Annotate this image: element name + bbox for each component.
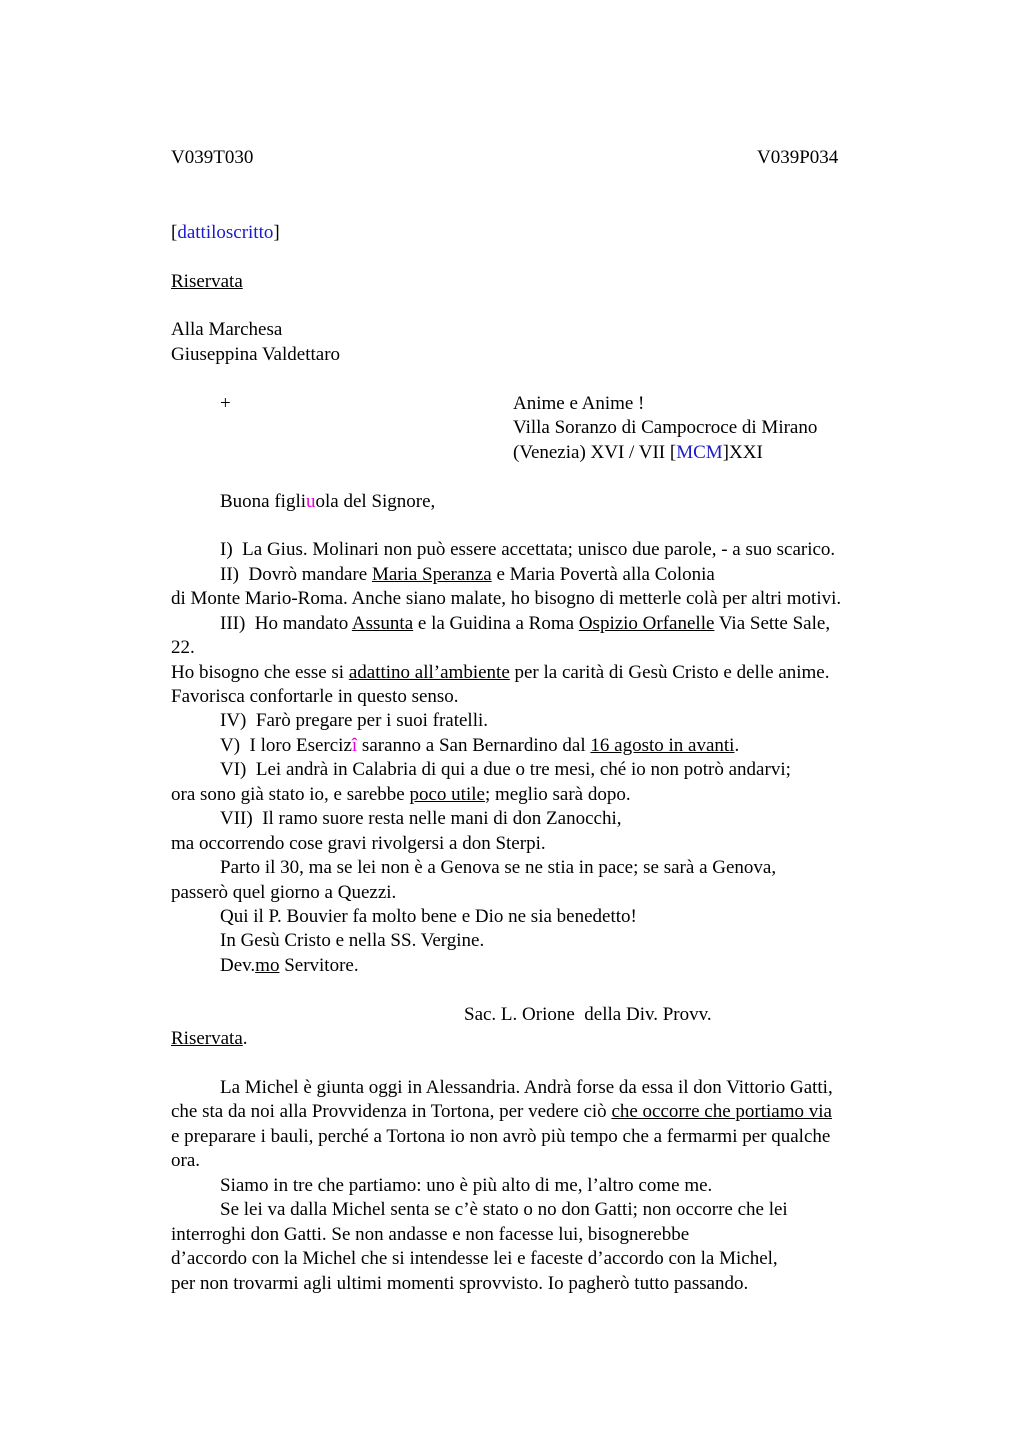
underlined-text: adattino all’ambiente (348, 662, 510, 683)
postscript-line-9: per non trovarmi agli ultimi momenti sprovvisto. Io pagherò tutto passando. (171, 1273, 749, 1294)
postscript-line-1: La Michel è giunta oggi in Alessandria. Andrà forse da essa il don Vittorio Gatti, (220, 1077, 833, 1098)
postscript-line-3: e preparare i bauli, perché a Tortona io non avrò più tempo che a fermarmi per qualche (171, 1126, 831, 1147)
postscript-line-4: ora. (171, 1150, 201, 1171)
point-3-cont-2: Ho bisogno che esse si adattino all’ambiente per la carità di Gesù Cristo e delle anime. (171, 662, 830, 683)
date-mcm: MCM (676, 442, 723, 463)
place-line: Villa Soranzo di Campocroce di Mirano (513, 417, 818, 438)
point-4: IV) Farò pregare per i suoi fratelli. (220, 710, 489, 731)
postscript-line-7: interroghi don Gatti. Se non andasse e non facesse lui, bisognerebbe (171, 1224, 690, 1245)
closing-line-2: passerò quel giorno a Quezzi. (171, 882, 397, 903)
underlined-text: Maria Speranza (371, 564, 492, 585)
date-part-a: (Venezia) XVI / VII [ (513, 442, 677, 463)
postscript-line-2: che sta da noi alla Provvidenza in Tortona, per vedere ciò che occorre che portiamo via (171, 1101, 832, 1122)
point-6-cont: ora sono già stato io, e sarebbe poco utile; meglio sarà dopo. (171, 784, 631, 805)
date-part-b: ]XXI (722, 442, 763, 463)
postscript-line-5: Siamo in tre che partiamo: uno è più alto di me, l’altro come me. (220, 1175, 713, 1196)
date-line (513, 441, 763, 465)
point-2: II) Dovrò mandare Maria Speranza e Maria Povertà alla Colonia (220, 564, 715, 585)
point-2-cont: di Monte Mario-Roma. Anche siano malate, ho bisogno di metterle colà per altri motivi. (171, 588, 842, 609)
underlined-text: che occorre che portiamo via (611, 1101, 832, 1122)
closing-line-3: Qui il P. Bouvier fa molto bene e Dio ne sia benedetto! (220, 906, 637, 927)
point-1: I) La Gius. Molinari non può essere accettata; unisco due parole, - a suo scarico. (220, 539, 836, 560)
riservata-heading: Riservata (171, 271, 243, 292)
underlined-text: Ospizio Orfanelle (578, 613, 715, 634)
header-right-code: V039P034 (757, 147, 839, 168)
closing-line-4: In Gesù Cristo e nella SS. Vergine. (220, 930, 485, 951)
bracket-close: ] (273, 222, 280, 243)
point-7-cont: ma occorrendo cose gravi rivolgersi a don Sterpi. (171, 833, 546, 854)
point-3-cont-3: Favorisca confortarle in questo senso. (171, 686, 459, 707)
point-6: VI) Lei andrà in Calabria di qui a due o tre mesi, ché io non potrò andarvi; (220, 759, 791, 780)
signature: Sac. L. Orione della Div. Provv. (464, 1004, 712, 1025)
postscript-title: Riservata. (171, 1028, 248, 1049)
salutation: Buona figliuola del Signore, (220, 491, 436, 512)
correction-mark: î (351, 735, 358, 756)
point-7: VII) Il ramo suore resta nelle mani di don Zanocchi, (220, 808, 622, 829)
doc-type-label: dattiloscritto (177, 222, 274, 243)
underlined-text: Assunta (351, 613, 414, 634)
doc-type-note (171, 221, 280, 245)
point-5: V) I loro Esercizî saranno a San Bernardino dal 16 agosto in avanti. (220, 735, 740, 756)
cross-symbol: + (220, 393, 231, 414)
point-3: III) Ho mandato Assunta e la Guidina a Roma Ospizio Orfanelle Via Sette Sale, (220, 613, 831, 634)
underlined-text: poco utile (409, 784, 485, 805)
postscript-line-8: d’accordo con la Michel che si intendesse lei e faceste d’accordo con la Michel, (171, 1248, 778, 1269)
postscript-title-text: Riservata (171, 1028, 243, 1049)
addressee-line-1: Alla Marchesa (171, 319, 283, 340)
point-3-cont-1: 22. (171, 637, 195, 658)
addressee-line-2: Giuseppina Valdettaro (171, 344, 341, 365)
salutation-mark: u (306, 491, 316, 512)
motto: Anime e Anime ! (513, 393, 645, 414)
closing-line-1: Parto il 30, ma se lei non è a Genova se ne stia in pace; se sarà a Genova, (220, 857, 777, 878)
bracket-open: [ (171, 222, 178, 243)
closing-devoted: Dev.mo Servitore. (220, 955, 359, 976)
underlined-text: 16 agosto in avanti (590, 735, 735, 756)
header-left-code: V039T030 (171, 147, 254, 168)
postscript-line-6: Se lei va dalla Michel senta se c’è stato o no don Gatti; non occorre che lei (220, 1199, 788, 1220)
underlined-text: mo (255, 955, 280, 976)
